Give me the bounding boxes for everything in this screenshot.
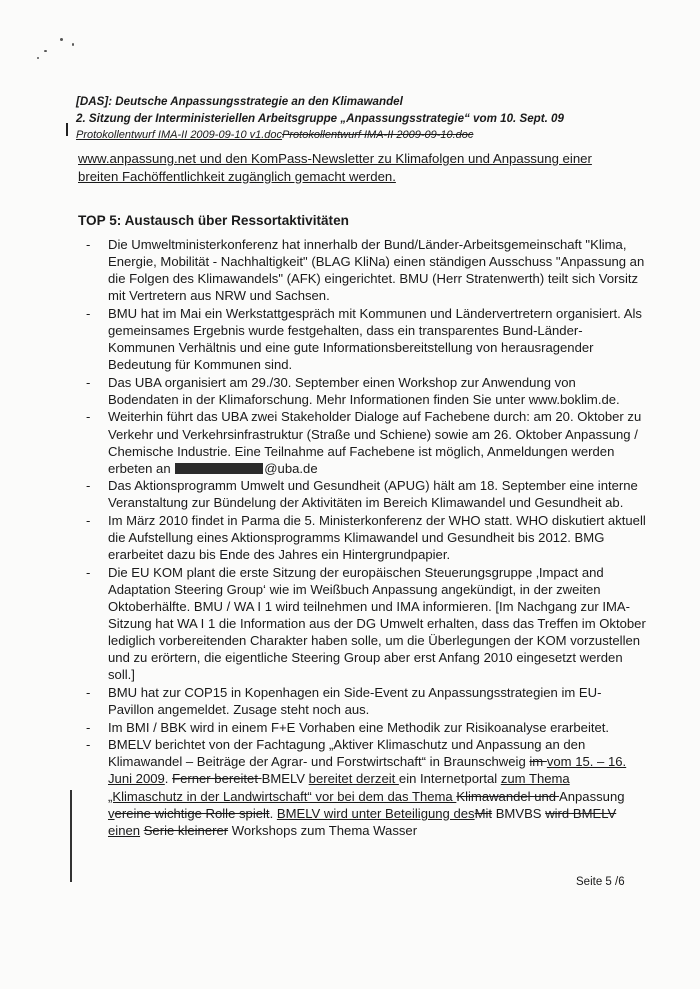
intro-paragraph	[78, 150, 638, 185]
intro-line-1: www.anpassung.net und den KomPass-Newsletter zu Klimafolgen und Anpassung einer	[78, 151, 592, 166]
item-text: Die EU KOM plant die erste Sitzung der europäischen Steuerungsgruppe ‚Impact and Adaptation Steering Group‘ wie im Weißbuch Anpassung angekündigt, in der zweiten Oktoberhälfte. BMU / WA I 1 wird teilnehmen und IMA informieren. [Im Nachgang zur IMA-Sitzung hat WA I 1 die Information aus der DG Umwelt erhalten, dass das Treffen im Oktober lediglich vorbereitenden Charakter haben solle, um die Überlegungen der KOM vorzustellen und zu erörtern, die eigentliche Steering Group aber erst Anfang 2010 eingesetzt werden soll.]	[108, 564, 646, 683]
bullet-dash: -	[86, 374, 91, 390]
section-heading: TOP 5: Austausch über Ressortaktivitäten	[78, 213, 349, 228]
inserted-text: BMELV wird unter Beteiligung des	[276, 805, 475, 821]
email-domain: @uba.de	[264, 460, 318, 476]
bullet-dash: -	[86, 684, 91, 700]
list-item	[86, 408, 646, 476]
item-text: Im März 2010 findet in Parma die 5. Ministerkonferenz der WHO statt. WHO diskutiert aktuell die Aufstellung eines Aktionsprogramms Klimawandel und Gesundheit bis 2012. BMG erarbeitet dazu bis Ende des Jahres ein Hintergrundpapier.	[108, 513, 646, 563]
deleted-text: wird BMELV	[545, 805, 617, 821]
deleted-text: im	[529, 754, 547, 770]
scan-speck	[44, 50, 47, 52]
text-run: .	[269, 805, 277, 821]
list-item	[86, 512, 646, 563]
bullet-dash: -	[86, 237, 91, 252]
item-text: BMU hat zur COP15 in Kopenhagen ein Side-Event zu Anpassungsstrategien im EU-Pavillon angemeldet. Zusage steht noch aus.	[108, 684, 602, 718]
text-run: BMELV berichtet von der Fachtagung „Aktiver Klimaschutz und Anpassung an den Klimawandel – Beiträge der Agrar- und Forstwirtschaft“ in Braunschweig	[108, 737, 586, 770]
item-text: BMU hat im Mai ein Werkstattgespräch mit Kommunen und Ländervertretern organisiert. Als gemeinsames Ergebnis wurde festgehalten, dass ein transparentes Bund-Länder-Kommunen Verhältnis und eine gute Informationsbereitstellung von herausragender Bedeutung für Kommunen sind.	[108, 305, 642, 373]
inserted-text: einen	[108, 822, 141, 838]
list-item	[86, 684, 646, 718]
list-item	[86, 477, 646, 511]
revision-bar	[70, 790, 72, 882]
item-text: Weiterhin führt das UBA zwei Stakeholder Dialoge auf Fachebene durch: am 20. Oktober zu Verkehr und Verkehrsinfrastruktur (Straße und Schiene) sowie am 26. Oktober Anpassung / Chemische Industrie. Eine Teilnahme auf Fachebene ist möglich, Anmeldungen werden erbeten an	[108, 409, 642, 476]
item-text: Die Umweltministerkonferenz hat innerhalb der Bund/Länder-Arbeitsgemeinschaft "Klima, Energie, Mobilität - Nachhaltigkeit" (BLAG KliNa) einen ständigen Ausschuss "Anpassung an die Folgen des Klimawandels" (AFK) eingerichtet. BMU (Herr Stratenwerth) teilt sich Vorsitz mit Vertretern aus NRW und Sachsen.	[108, 237, 645, 304]
list-item	[86, 305, 646, 373]
bullet-dash: -	[86, 719, 91, 735]
redacted-email	[175, 463, 263, 474]
inserted-text: zum Thema „Klimaschutz in der Landwirtschaft“ vor bei dem das Thema	[108, 771, 570, 804]
filename-inserted: Protokollentwurf IMA-II 2009-09-10 v1.doc	[76, 129, 283, 141]
text-run: Workshops zum Thema Wasser	[228, 822, 418, 838]
header-title: [DAS]: Deutsche Anpassungsstrategie an den Klimawandel	[76, 95, 403, 108]
bullet-dash: -	[86, 513, 91, 528]
bullet-dash: -	[86, 409, 91, 425]
inserted-text: bereitet derzeit	[308, 771, 399, 787]
bullet-dash: -	[86, 305, 91, 321]
item-text: Das Aktionsprogramm Umwelt und Gesundheit (APUG) hält am 18. September eine interne Veranstaltung zur Bündelung der Aktivitäten im Bereich Klimawandel und Gesundheit ab.	[108, 478, 638, 511]
scan-speck	[37, 57, 39, 59]
item-text: Das UBA organisiert am 29./30. September einen Workshop zur Anwendung von Bodendaten in der Klimaforschung. Mehr Informationen finden Sie unter www.boklim.de.	[108, 374, 620, 407]
header-meeting: 2. Sitzung der Interministeriellen Arbeitsgruppe „Anpassungsstrategie“ vom 10. Sept. 09	[76, 112, 564, 125]
text-run: .	[164, 771, 173, 787]
header-filename	[76, 127, 636, 143]
list-item	[86, 719, 646, 736]
inserted-text: v	[108, 805, 115, 821]
deleted-text: Klimawandel und	[456, 788, 559, 804]
inserted-text: vom 15. – 16. Juni 2009	[108, 754, 627, 787]
revision-bar	[66, 123, 68, 136]
text-run: ein Internetportal	[398, 771, 501, 787]
list-item	[86, 236, 646, 304]
text-run: BMVBS	[492, 805, 546, 821]
item-text: Im BMI / BBK wird in einem F+E Vorhaben eine Methodik zur Risikoanalyse erarbeitet.	[108, 719, 610, 735]
scan-speck	[60, 38, 63, 41]
scan-speck	[72, 43, 74, 46]
deleted-text: Mit	[474, 805, 493, 821]
deleted-text: Serie kleinerer	[143, 822, 229, 838]
list-item	[86, 564, 646, 684]
list-item-revised	[86, 736, 646, 839]
text-run: Anpassung	[559, 788, 625, 804]
filename-deleted: Protokollentwurf IMA-II 2009-09-10.doc	[282, 129, 474, 141]
intro-line-2: breiten Fachöffentlichkeit zugänglich gemacht werden.	[78, 168, 396, 184]
document-header	[76, 93, 636, 143]
activity-list	[86, 236, 646, 839]
bullet-dash: -	[86, 564, 91, 580]
text-run: BMELV	[261, 771, 309, 787]
deleted-text: ereine wichtige Rolle spielt	[114, 805, 270, 821]
bullet-dash: -	[86, 478, 91, 494]
deleted-text: Ferner bereitet	[172, 771, 262, 787]
page-number: Seite 5 /6	[576, 876, 625, 888]
list-item	[86, 374, 646, 408]
bullet-dash: -	[86, 737, 91, 753]
